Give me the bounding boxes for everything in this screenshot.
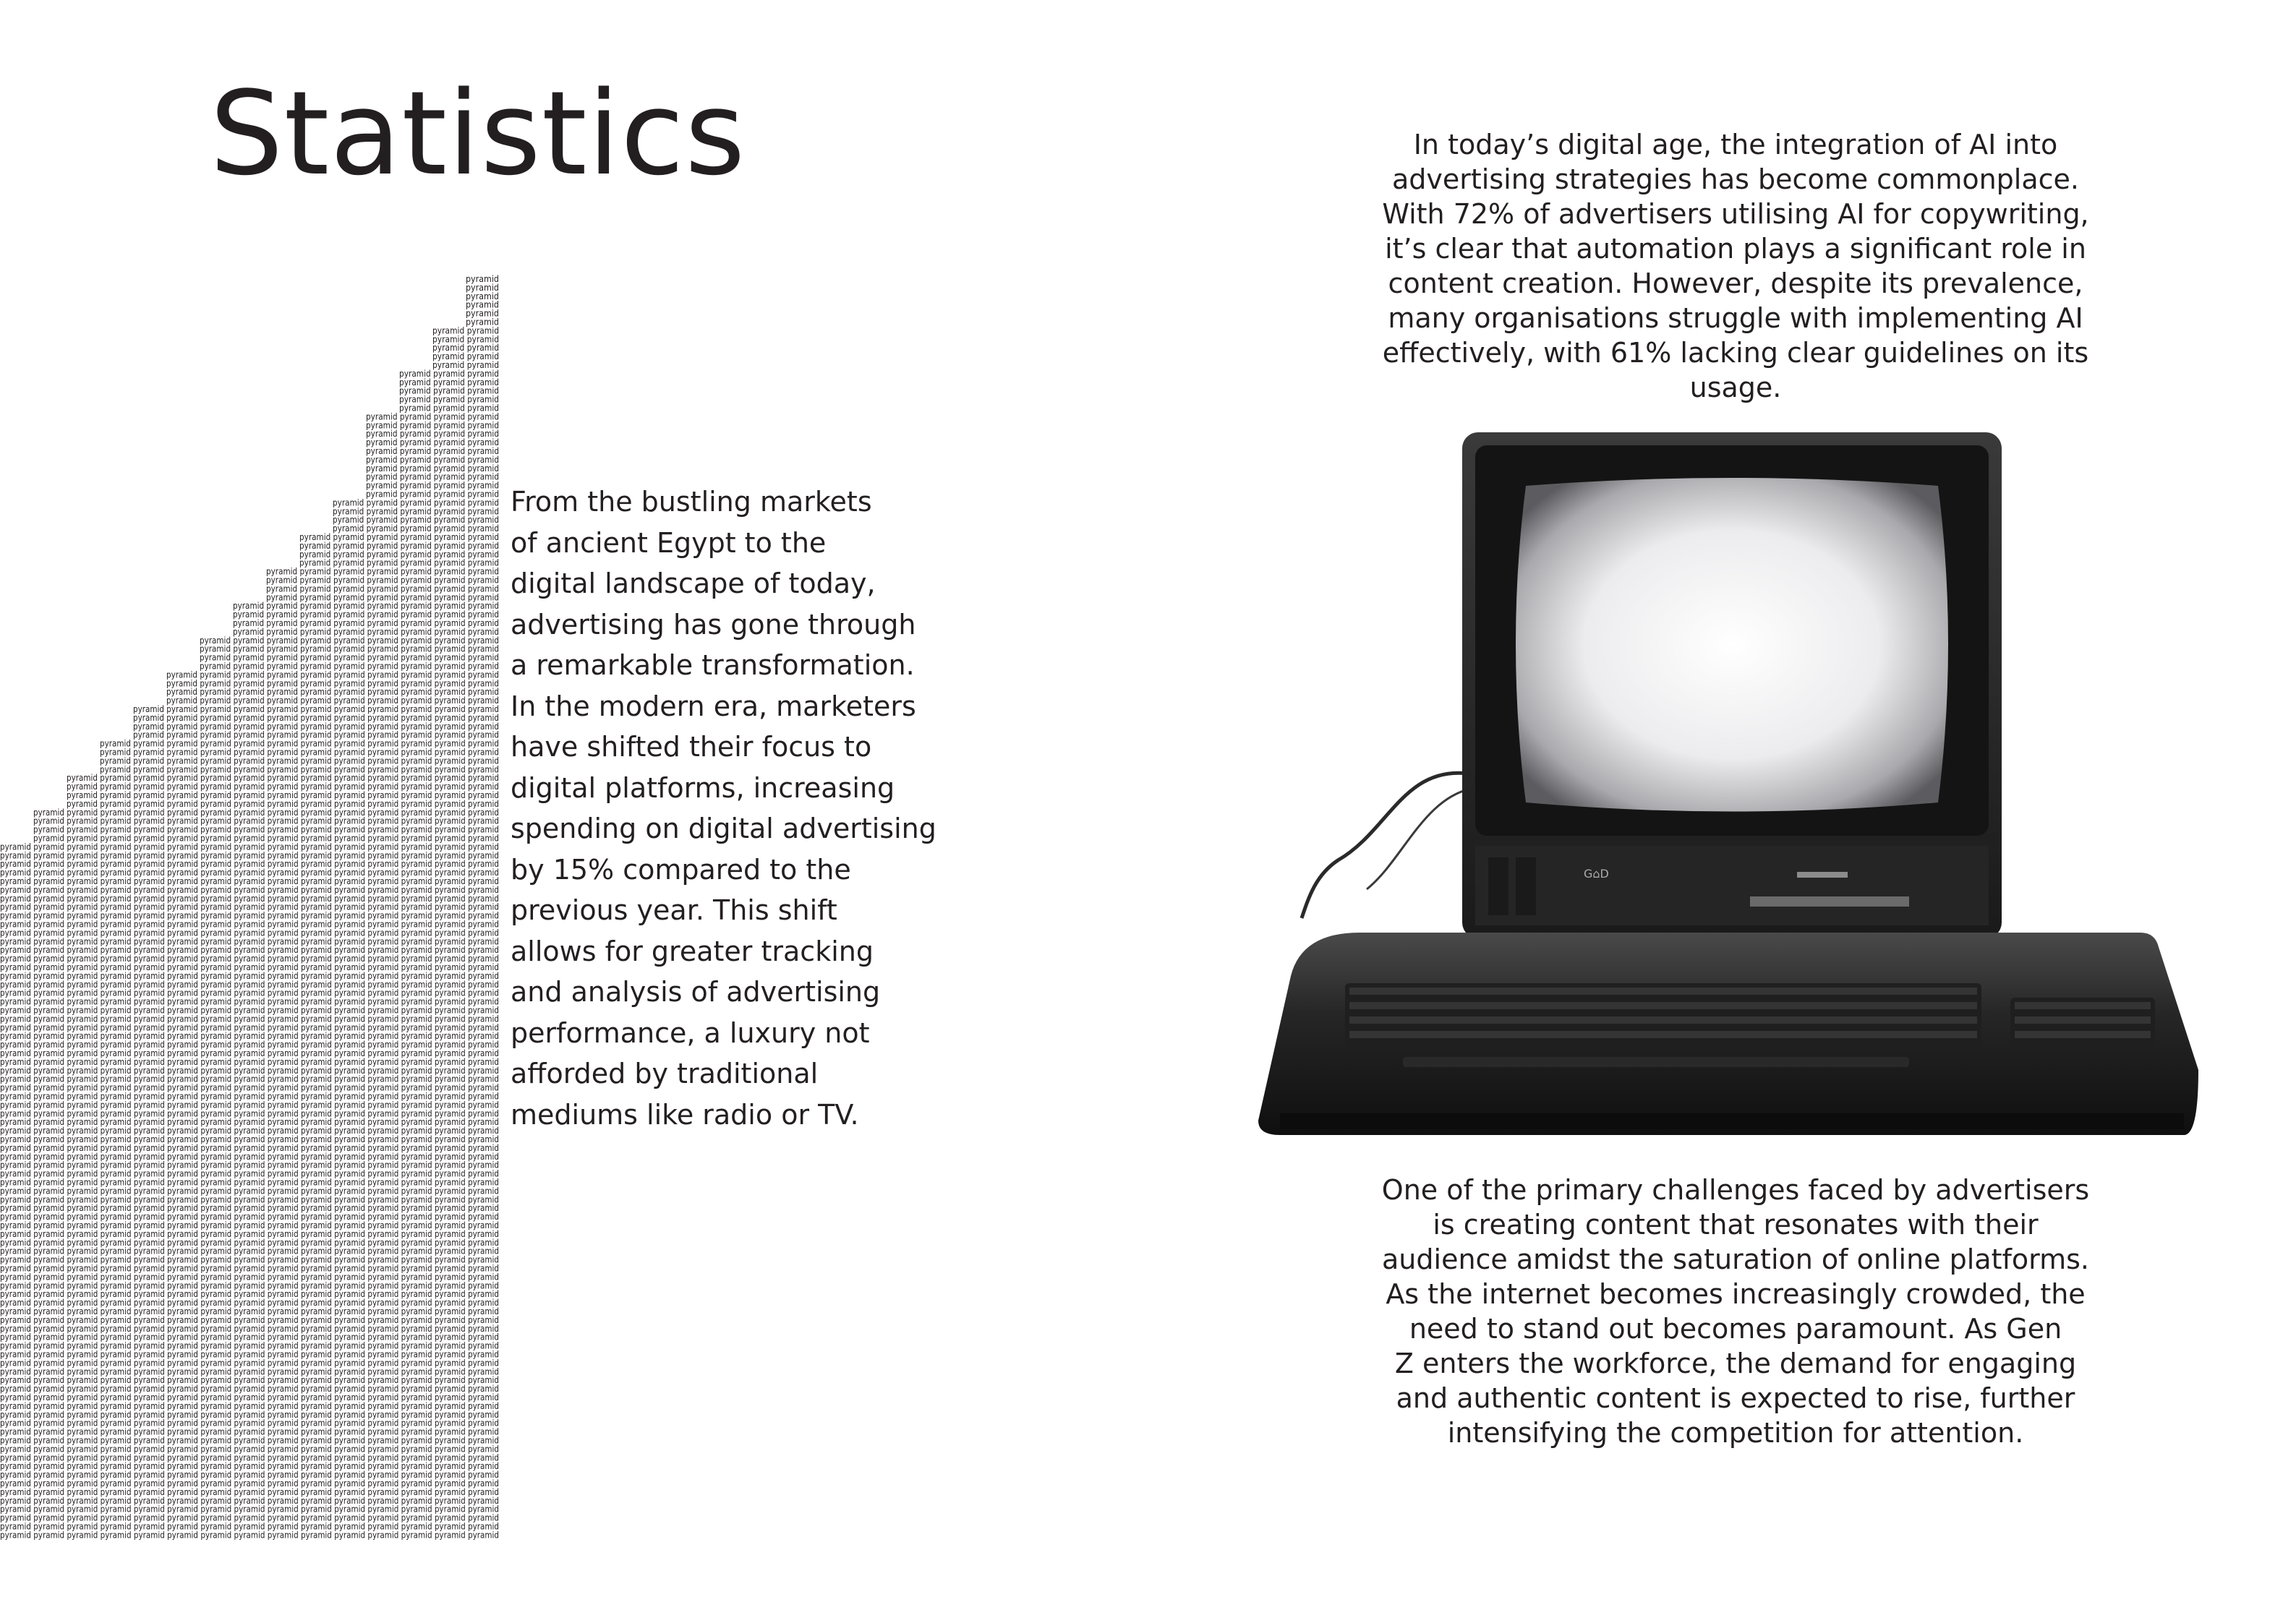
pyramid-word-row: pyramid pyramid pyramid pyramid pyramid pyramid pyramid [266, 575, 499, 586]
pyramid-word-row: pyramid pyramid pyramid pyramid pyramid pyramid pyramid pyramid pyramid pyramid pyramid pyramid pyramid pyramid pyramid [0, 1418, 499, 1429]
pyramid-word-row: pyramid [466, 282, 499, 293]
pyramid-word-row: pyramid pyramid pyramid pyramid pyramid pyramid pyramid [266, 592, 499, 603]
content-challenges-line: and authentic content is expected to rise, further [1396, 1382, 2075, 1414]
intro-line: In the modern era, marketers [511, 690, 916, 722]
pyramid-word-row: pyramid pyramid pyramid pyramid pyramid pyramid pyramid pyramid pyramid pyramid pyramid pyramid pyramid pyramid [33, 815, 499, 826]
content-challenges-line: Z enters the workforce, the demand for engaging [1394, 1348, 2077, 1379]
pyramid-word-row: pyramid pyramid pyramid pyramid pyramid pyramid pyramid pyramid pyramid pyramid pyramid pyramid pyramid pyramid pyramid [0, 1065, 499, 1076]
intro-line: digital landscape of today, [511, 568, 876, 599]
pyramid-word-row: pyramid pyramid pyramid pyramid pyramid pyramid pyramid pyramid pyramid pyramid pyramid pyramid pyramid pyramid pyramid [0, 1091, 499, 1102]
pyramid-word-row: pyramid pyramid pyramid pyramid pyramid pyramid pyramid pyramid pyramid [200, 652, 499, 663]
pyramid-word-row: pyramid pyramid pyramid pyramid pyramid pyramid pyramid pyramid pyramid pyramid [166, 678, 499, 689]
svg-text:G⌂D: G⌂D [1584, 867, 1609, 881]
pyramid-word-row: pyramid pyramid pyramid pyramid pyramid pyramid pyramid pyramid pyramid pyramid pyramid pyramid pyramid pyramid pyramid [0, 868, 499, 878]
pyramid-word-row: pyramid pyramid pyramid pyramid pyramid [333, 497, 499, 508]
content-challenges-line: intensifying the competition for attention. [1447, 1417, 2024, 1449]
intro-line: From the bustling markets [511, 486, 872, 518]
pyramid-word-row: pyramid pyramid pyramid pyramid pyramid pyramid pyramid pyramid pyramid pyramid pyramid pyramid pyramid pyramid pyramid [0, 962, 499, 972]
pyramid-word-row: pyramid pyramid pyramid pyramid pyramid pyramid pyramid pyramid pyramid pyramid pyramid pyramid pyramid pyramid pyramid [0, 1005, 499, 1016]
pyramid-word-row: pyramid pyramid pyramid pyramid pyramid pyramid pyramid pyramid pyramid pyramid pyramid pyramid pyramid pyramid pyramid [0, 1289, 499, 1300]
pyramid-word-row: pyramid pyramid pyramid pyramid pyramid pyramid [299, 540, 499, 551]
pyramid-word-row: pyramid pyramid pyramid pyramid pyramid pyramid pyramid pyramid pyramid pyramid pyramid pyramid pyramid pyramid [33, 833, 499, 844]
intro-line: a remarkable transformation. [511, 649, 915, 681]
pyramid-word-row: pyramid pyramid pyramid pyramid [366, 471, 499, 482]
intro-line: mediums like radio or TV. [511, 1098, 859, 1131]
ai-statistics-line: content creation. However, despite its prevalence, [1388, 267, 2083, 299]
intro-line: have shifted their focus to [511, 731, 872, 763]
content-challenges-line: As the internet becomes increasingly crowded, the [1386, 1278, 2086, 1310]
pyramid-word-row: pyramid pyramid pyramid pyramid pyramid pyramid pyramid pyramid pyramid pyramid pyramid pyramid pyramid pyramid pyramid [0, 850, 499, 861]
pyramid-word-row: pyramid pyramid pyramid pyramid pyramid pyramid pyramid pyramid pyramid pyramid pyramid pyramid pyramid pyramid pyramid [0, 1056, 499, 1067]
pyramid-word-row: pyramid pyramid pyramid pyramid pyramid pyramid pyramid pyramid pyramid pyramid pyramid pyramid pyramid pyramid pyramid [0, 910, 499, 921]
pyramid-word-row: pyramid pyramid pyramid pyramid pyramid pyramid pyramid pyramid pyramid pyramid pyramid pyramid pyramid pyramid pyramid [0, 1340, 499, 1351]
pyramid-word-row: pyramid pyramid [432, 360, 499, 370]
pyramid-word-row: pyramid pyramid pyramid pyramid pyramid pyramid pyramid pyramid pyramid pyramid pyramid pyramid pyramid pyramid pyramid [0, 884, 499, 895]
pyramid-word-row: pyramid pyramid pyramid pyramid [366, 429, 499, 440]
intro-paragraph [511, 481, 959, 1135]
pyramid-word-row: pyramid pyramid pyramid pyramid pyramid pyramid pyramid pyramid pyramid pyramid pyramid pyramid pyramid pyramid pyramid [0, 1031, 499, 1042]
pyramid-word-row: pyramid pyramid pyramid [399, 394, 499, 405]
pyramid-word-row: pyramid pyramid [432, 334, 499, 345]
intro-line: previous year. This shift [511, 894, 837, 926]
pyramid-word-row: pyramid pyramid pyramid pyramid pyramid pyramid pyramid pyramid pyramid pyramid pyramid pyramid pyramid pyramid pyramid [0, 1186, 499, 1196]
pyramid-word-row: pyramid pyramid pyramid pyramid pyramid pyramid pyramid pyramid pyramid pyramid pyramid pyramid pyramid pyramid pyramid [0, 1521, 499, 1532]
pyramid-word-row: pyramid pyramid pyramid pyramid pyramid pyramid pyramid pyramid pyramid [200, 635, 499, 646]
pyramid-word-row: pyramid pyramid pyramid pyramid pyramid pyramid pyramid pyramid pyramid pyramid pyramid pyramid pyramid pyramid pyramid [0, 1512, 499, 1523]
pyramid-word-row: pyramid pyramid pyramid pyramid pyramid pyramid pyramid pyramid [233, 626, 499, 637]
pyramid-word-row: pyramid pyramid pyramid pyramid [366, 446, 499, 456]
pyramid-word-row: pyramid pyramid pyramid pyramid pyramid pyramid pyramid pyramid pyramid pyramid pyramid pyramid pyramid pyramid pyramid [0, 1349, 499, 1360]
pyramid-word-row: pyramid pyramid pyramid pyramid pyramid pyramid pyramid pyramid pyramid pyramid pyramid pyramid pyramid [67, 798, 499, 809]
intro-line: spending on digital advertising [511, 813, 936, 844]
pyramid-word-row: pyramid pyramid pyramid pyramid pyramid pyramid pyramid pyramid pyramid pyramid pyramid pyramid pyramid pyramid pyramid [0, 1461, 499, 1472]
pyramid-word-row: pyramid pyramid pyramid pyramid pyramid pyramid pyramid pyramid pyramid pyramid pyramid pyramid pyramid pyramid [33, 807, 499, 818]
pyramid-word-row: pyramid [466, 274, 499, 284]
pyramid-word-row: pyramid pyramid pyramid pyramid [366, 437, 499, 448]
intro-line: performance, a luxury not [511, 1016, 870, 1049]
pyramid-word-row: pyramid pyramid pyramid pyramid pyramid pyramid pyramid pyramid pyramid pyramid [166, 669, 499, 680]
pyramid-word-row: pyramid pyramid pyramid pyramid pyramid pyramid pyramid pyramid pyramid pyramid pyramid pyramid pyramid pyramid pyramid [0, 1323, 499, 1334]
pyramid-word-row: pyramid pyramid pyramid pyramid pyramid pyramid pyramid pyramid pyramid pyramid pyramid pyramid pyramid pyramid pyramid [0, 842, 499, 852]
pyramid-word-row: pyramid pyramid pyramid pyramid pyramid pyramid pyramid pyramid pyramid pyramid pyramid pyramid pyramid pyramid pyramid [0, 1151, 499, 1162]
pyramid-word-row: pyramid pyramid pyramid [399, 377, 499, 387]
pyramid-word-row: pyramid pyramid pyramid pyramid pyramid pyramid pyramid pyramid pyramid pyramid pyramid pyramid pyramid pyramid pyramid [0, 1306, 499, 1316]
pyramid-word-row: pyramid pyramid pyramid pyramid pyramid pyramid [299, 549, 499, 560]
pyramid-word-row: pyramid pyramid pyramid pyramid pyramid pyramid pyramid pyramid pyramid pyramid pyramid pyramid pyramid pyramid pyramid [0, 1022, 499, 1033]
pyramid-word-row: pyramid pyramid pyramid pyramid pyramid pyramid pyramid pyramid [233, 609, 499, 620]
intro-line: allows for greater tracking [511, 935, 874, 967]
pyramid-word-row: pyramid pyramid [432, 325, 499, 336]
ai-statistics-line: usage. [1689, 372, 1782, 403]
pyramid-word-row: pyramid pyramid pyramid pyramid pyramid pyramid pyramid pyramid pyramid pyramid pyramid pyramid pyramid pyramid pyramid [0, 1048, 499, 1058]
pyramid-word-row: pyramid pyramid pyramid pyramid pyramid pyramid pyramid pyramid pyramid pyramid pyramid pyramid pyramid pyramid pyramid [0, 1486, 499, 1497]
pyramid-word-row: pyramid pyramid pyramid pyramid pyramid pyramid pyramid pyramid pyramid pyramid pyramid pyramid pyramid pyramid pyramid [0, 902, 499, 912]
pyramid-word-row: pyramid pyramid pyramid pyramid [366, 489, 499, 500]
pyramid-word-row: pyramid pyramid pyramid pyramid pyramid pyramid pyramid pyramid pyramid pyramid [166, 695, 499, 706]
pyramid-word-row: pyramid pyramid pyramid pyramid pyramid pyramid pyramid pyramid pyramid pyramid pyramid pyramid pyramid pyramid pyramid [0, 1212, 499, 1222]
pyramid-word-row: pyramid pyramid pyramid pyramid pyramid pyramid pyramid pyramid pyramid pyramid pyramid pyramid pyramid pyramid pyramid [0, 859, 499, 870]
intro-line: advertising has gone through [511, 608, 916, 641]
pyramid-word-row: pyramid pyramid pyramid [399, 403, 499, 414]
ai-statistics-line: advertising strategies has become commonplace. [1392, 163, 2079, 195]
pyramid-word-row: pyramid pyramid pyramid pyramid pyramid pyramid pyramid pyramid pyramid pyramid pyramid pyramid pyramid pyramid pyramid [0, 1082, 499, 1093]
pyramid-word-row: pyramid pyramid pyramid pyramid pyramid pyramid pyramid pyramid pyramid pyramid pyramid pyramid pyramid pyramid pyramid [0, 1435, 499, 1446]
pyramid-word-row: pyramid pyramid pyramid pyramid pyramid pyramid [299, 532, 499, 542]
pyramid-word-row: pyramid pyramid pyramid pyramid pyramid pyramid pyramid pyramid pyramid pyramid pyramid pyramid pyramid pyramid pyramid [0, 1384, 499, 1395]
pyramid-word-row: pyramid pyramid pyramid pyramid pyramid pyramid pyramid pyramid pyramid [200, 643, 499, 654]
pyramid-word-row: pyramid pyramid pyramid pyramid pyramid pyramid pyramid pyramid pyramid pyramid pyramid pyramid pyramid pyramid pyramid [0, 1504, 499, 1515]
pyramid-word-row: pyramid pyramid pyramid pyramid pyramid pyramid pyramid pyramid pyramid pyramid pyramid pyramid [100, 764, 499, 775]
pyramid-word-row: pyramid pyramid pyramid pyramid pyramid pyramid pyramid pyramid pyramid pyramid pyramid pyramid pyramid pyramid pyramid [0, 1444, 499, 1455]
pyramid-word-row: pyramid pyramid pyramid pyramid pyramid pyramid pyramid pyramid pyramid pyramid pyramid pyramid pyramid pyramid pyramid [0, 876, 499, 886]
pyramid-word-row: pyramid pyramid pyramid pyramid pyramid pyramid pyramid pyramid pyramid pyramid pyramid pyramid pyramid pyramid pyramid [0, 1280, 499, 1291]
pyramid-word-row: pyramid pyramid pyramid pyramid pyramid pyramid pyramid pyramid pyramid pyramid pyramid pyramid pyramid pyramid pyramid [0, 1263, 499, 1274]
ai-statistics-paragraph [1338, 127, 2133, 405]
pyramid-word-row: pyramid pyramid pyramid pyramid pyramid pyramid pyramid pyramid pyramid pyramid pyramid pyramid pyramid pyramid pyramid [0, 1358, 499, 1369]
pyramid-word-row: pyramid pyramid pyramid pyramid pyramid [333, 515, 499, 526]
pyramid-word-row: pyramid pyramid pyramid pyramid pyramid pyramid pyramid pyramid pyramid pyramid pyramid pyramid pyramid pyramid pyramid [0, 1314, 499, 1325]
pyramid-word-row: pyramid pyramid pyramid pyramid pyramid pyramid pyramid pyramid pyramid pyramid pyramid pyramid pyramid pyramid pyramid [0, 1272, 499, 1282]
pyramid-word-row: pyramid pyramid pyramid pyramid pyramid pyramid pyramid pyramid pyramid pyramid pyramid pyramid pyramid pyramid pyramid [0, 1298, 499, 1309]
intro-line: afforded by traditional [511, 1058, 819, 1089]
pyramid-word-row: pyramid pyramid pyramid pyramid pyramid pyramid pyramid pyramid pyramid pyramid pyramid [133, 704, 499, 714]
pyramid-word-row: pyramid pyramid pyramid pyramid pyramid pyramid pyramid pyramid pyramid pyramid pyramid pyramid pyramid pyramid pyramid [0, 1126, 499, 1136]
pyramid-word-row: pyramid pyramid pyramid pyramid pyramid pyramid pyramid pyramid pyramid pyramid pyramid pyramid pyramid pyramid pyramid [0, 1228, 499, 1239]
pyramid-word-row: pyramid pyramid pyramid pyramid pyramid pyramid pyramid pyramid pyramid pyramid pyramid pyramid pyramid pyramid pyramid [0, 1246, 499, 1256]
pyramid-word-row: pyramid pyramid pyramid pyramid pyramid pyramid pyramid pyramid pyramid pyramid pyramid pyramid pyramid pyramid pyramid [0, 945, 499, 956]
pyramid-word-row: pyramid pyramid pyramid [399, 385, 499, 396]
pyramid-word-row: pyramid pyramid pyramid pyramid [366, 420, 499, 431]
pyramid-word-row: pyramid pyramid pyramid pyramid pyramid pyramid pyramid pyramid pyramid pyramid pyramid pyramid pyramid pyramid pyramid [0, 1375, 499, 1386]
pyramid-word-row: pyramid pyramid pyramid pyramid pyramid pyramid pyramid pyramid pyramid pyramid pyramid pyramid pyramid pyramid pyramid [0, 996, 499, 1007]
pyramid-word-row: pyramid pyramid pyramid pyramid pyramid pyramid pyramid pyramid pyramid pyramid pyramid pyramid pyramid [67, 773, 499, 784]
pyramid-word-row: pyramid pyramid pyramid pyramid pyramid pyramid pyramid pyramid pyramid pyramid pyramid pyramid pyramid pyramid pyramid [0, 928, 499, 938]
pyramid-word-row: pyramid pyramid pyramid pyramid pyramid pyramid pyramid pyramid pyramid pyramid pyramid pyramid pyramid pyramid pyramid [0, 954, 499, 964]
pyramid-word-row: pyramid pyramid pyramid pyramid pyramid pyramid pyramid pyramid pyramid pyramid pyramid pyramid pyramid pyramid pyramid [0, 1100, 499, 1110]
pyramid-word-row: pyramid [466, 299, 499, 310]
pyramid-word-row: pyramid pyramid pyramid pyramid pyramid pyramid pyramid pyramid pyramid pyramid pyramid pyramid pyramid pyramid pyramid [0, 1495, 499, 1506]
pyramid-word-row: pyramid pyramid pyramid pyramid pyramid pyramid pyramid pyramid pyramid pyramid pyramid pyramid pyramid pyramid pyramid [0, 1332, 499, 1342]
pyramid-word-row: pyramid pyramid pyramid pyramid pyramid pyramid pyramid pyramid pyramid pyramid [166, 687, 499, 698]
content-challenges-line: is creating content that resonates with their [1433, 1209, 2039, 1241]
pyramid-word-row: pyramid pyramid pyramid pyramid pyramid pyramid pyramid pyramid pyramid pyramid pyramid pyramid pyramid pyramid pyramid [0, 1160, 499, 1170]
pyramid-word-row: pyramid pyramid pyramid pyramid pyramid pyramid pyramid pyramid [233, 601, 499, 612]
ai-statistics-line: many organisations struggle with implementing AI [1388, 302, 2083, 334]
pyramid-word-row: pyramid pyramid pyramid pyramid pyramid pyramid pyramid pyramid pyramid pyramid pyramid pyramid pyramid pyramid pyramid [0, 1040, 499, 1050]
pyramid-word-row: pyramid pyramid pyramid pyramid pyramid pyramid pyramid pyramid pyramid pyramid pyramid pyramid pyramid pyramid pyramid [0, 1452, 499, 1463]
pyramid-word-row: pyramid pyramid pyramid pyramid pyramid pyramid pyramid pyramid pyramid pyramid pyramid pyramid pyramid [67, 790, 499, 800]
pyramid-word-row: pyramid pyramid pyramid pyramid pyramid pyramid [299, 557, 499, 568]
content-challenges-line: audience amidst the saturation of online platforms. [1382, 1243, 2089, 1275]
pyramid-word-row: pyramid pyramid pyramid pyramid pyramid pyramid pyramid pyramid pyramid pyramid pyramid pyramid pyramid pyramid pyramid [0, 1470, 499, 1481]
ai-statistics-line: In today’s digital age, the integration of AI into [1413, 129, 2058, 160]
pyramid-word-row: pyramid pyramid pyramid pyramid pyramid pyramid pyramid pyramid pyramid pyramid pyramid pyramid pyramid pyramid pyramid [0, 1409, 499, 1420]
pyramid-word-row: pyramid pyramid pyramid pyramid pyramid pyramid pyramid pyramid pyramid pyramid pyramid pyramid pyramid pyramid pyramid [0, 1254, 499, 1265]
pyramid-word-row: pyramid pyramid pyramid pyramid pyramid pyramid pyramid pyramid [233, 618, 499, 628]
pyramid-word-row: pyramid pyramid pyramid pyramid pyramid pyramid pyramid [266, 566, 499, 577]
ai-statistics-line: it’s clear that automation plays a significant role in [1385, 233, 2086, 265]
pyramid-word-row: pyramid pyramid pyramid pyramid [366, 463, 499, 474]
pyramid-word-row: pyramid pyramid pyramid pyramid pyramid [333, 506, 499, 517]
pyramid-word-row: pyramid pyramid pyramid pyramid pyramid pyramid pyramid pyramid pyramid pyramid pyramid pyramid pyramid pyramid pyramid [0, 1117, 499, 1128]
pyramid-word-row: pyramid pyramid pyramid pyramid pyramid pyramid pyramid pyramid pyramid pyramid pyramid pyramid pyramid [67, 781, 499, 792]
page-title: Statistics [210, 66, 746, 201]
pyramid-word-row: pyramid pyramid pyramid pyramid pyramid pyramid pyramid pyramid pyramid pyramid pyramid pyramid pyramid pyramid pyramid [0, 988, 499, 998]
pyramid-word-row: pyramid pyramid pyramid [399, 368, 499, 379]
intro-line: of ancient Egypt to the [511, 526, 827, 559]
pyramid-word-row: pyramid pyramid pyramid pyramid pyramid pyramid pyramid pyramid pyramid pyramid pyramid pyramid pyramid pyramid pyramid [0, 979, 499, 990]
pyramid-word-row: pyramid pyramid pyramid pyramid [366, 411, 499, 422]
ai-statistics-line: effectively, with 61% lacking clear guidelines on its [1382, 337, 2089, 369]
pyramid-word-row: pyramid [466, 317, 499, 327]
pyramid-word-row: pyramid pyramid pyramid pyramid pyramid pyramid pyramid pyramid pyramid pyramid pyramid pyramid pyramid pyramid pyramid [0, 1142, 499, 1153]
pyramid-word-row: pyramid pyramid pyramid pyramid pyramid pyramid pyramid pyramid pyramid pyramid pyramid pyramid pyramid pyramid pyramid [0, 1203, 499, 1214]
pyramid-word-row: pyramid pyramid pyramid pyramid pyramid pyramid pyramid pyramid pyramid pyramid pyramid pyramid pyramid pyramid pyramid [0, 1177, 499, 1188]
pyramid-word-row: pyramid pyramid pyramid pyramid pyramid pyramid pyramid pyramid pyramid [200, 661, 499, 672]
pyramid-word-row: pyramid pyramid pyramid pyramid pyramid pyramid pyramid pyramid pyramid pyramid pyramid pyramid pyramid pyramid pyramid [0, 1392, 499, 1403]
pyramid-word-row: pyramid pyramid pyramid pyramid pyramid pyramid pyramid pyramid pyramid pyramid pyramid pyramid pyramid pyramid pyramid [0, 1426, 499, 1437]
pyramid-word-row: pyramid pyramid pyramid pyramid pyramid pyramid pyramid pyramid pyramid pyramid pyramid pyramid pyramid pyramid [33, 824, 499, 835]
pyramid-word-row: pyramid pyramid pyramid pyramid pyramid pyramid pyramid pyramid pyramid pyramid pyramid pyramid pyramid pyramid pyramid [0, 893, 499, 904]
pyramid-word-row: pyramid pyramid pyramid pyramid pyramid pyramid pyramid pyramid pyramid pyramid pyramid pyramid pyramid pyramid pyramid [0, 1108, 499, 1119]
intro-line: digital platforms, increasing [511, 771, 895, 804]
pyramid-word-row: pyramid pyramid pyramid pyramid pyramid pyramid pyramid pyramid pyramid pyramid pyramid pyramid pyramid pyramid pyramid [0, 1400, 499, 1411]
pyramid-word-row: pyramid pyramid pyramid pyramid pyramid [333, 523, 499, 534]
pyramid-word-art [0, 0, 506, 1623]
ai-statistics-line: With 72% of advertisers utilising AI for copywriting, [1382, 198, 2089, 230]
pyramid-word-row: pyramid pyramid pyramid pyramid [366, 480, 499, 491]
pyramid-word-row: pyramid pyramid pyramid pyramid pyramid pyramid pyramid [266, 583, 499, 594]
pyramid-word-row: pyramid pyramid pyramid pyramid pyramid pyramid pyramid pyramid pyramid pyramid pyramid pyramid pyramid pyramid pyramid [0, 1194, 499, 1205]
pyramid-word-row: pyramid pyramid pyramid pyramid pyramid pyramid pyramid pyramid pyramid pyramid pyramid pyramid [100, 755, 499, 766]
pyramid-word-row: pyramid pyramid pyramid pyramid pyramid pyramid pyramid pyramid pyramid pyramid pyramid pyramid pyramid pyramid pyramid [0, 1074, 499, 1084]
pyramid-word-row: pyramid [466, 308, 499, 319]
content-challenges-line: One of the primary challenges faced by advertisers [1381, 1174, 2090, 1206]
pyramid-word-row: pyramid pyramid [432, 343, 499, 354]
content-challenges-paragraph [1338, 1173, 2133, 1450]
pyramid-word-row: pyramid pyramid pyramid pyramid pyramid pyramid pyramid pyramid pyramid pyramid pyramid [133, 729, 499, 740]
intro-line: and analysis of advertising [511, 976, 881, 1008]
pyramid-word-row: pyramid pyramid pyramid pyramid pyramid pyramid pyramid pyramid pyramid pyramid pyramid pyramid pyramid pyramid pyramid [0, 1168, 499, 1179]
pyramid-word-row: pyramid pyramid pyramid pyramid pyramid pyramid pyramid pyramid pyramid pyramid pyramid [133, 712, 499, 723]
pyramid-word-row: pyramid pyramid pyramid pyramid pyramid pyramid pyramid pyramid pyramid pyramid pyramid pyramid pyramid pyramid pyramid [0, 1134, 499, 1144]
pyramid-word-row: pyramid pyramid pyramid pyramid pyramid pyramid pyramid pyramid pyramid pyramid pyramid pyramid pyramid pyramid pyramid [0, 1237, 499, 1248]
pyramid-word-row: pyramid pyramid pyramid pyramid pyramid pyramid pyramid pyramid pyramid pyramid pyramid pyramid [100, 738, 499, 749]
pyramid-word-row: pyramid pyramid pyramid pyramid pyramid pyramid pyramid pyramid pyramid pyramid pyramid pyramid pyramid pyramid pyramid [0, 970, 499, 981]
pyramid-word-row: pyramid pyramid pyramid pyramid pyramid pyramid pyramid pyramid pyramid pyramid pyramid pyramid pyramid pyramid pyramid [0, 919, 499, 930]
intro-line: by 15% compared to the [511, 853, 851, 886]
pyramid-word-row: pyramid pyramid pyramid pyramid pyramid pyramid pyramid pyramid pyramid pyramid pyramid [133, 721, 499, 732]
pyramid-word-row: pyramid pyramid pyramid pyramid pyramid pyramid pyramid pyramid pyramid pyramid pyramid pyramid pyramid pyramid pyramid [0, 1478, 499, 1489]
retro-computer-icon [1258, 427, 2198, 1135]
pyramid-word-row: pyramid pyramid pyramid pyramid pyramid pyramid pyramid pyramid pyramid pyramid pyramid pyramid pyramid pyramid pyramid [0, 1220, 499, 1230]
pyramid-word-row: pyramid pyramid [432, 351, 499, 362]
pyramid-word-row: pyramid pyramid pyramid pyramid pyramid pyramid pyramid pyramid pyramid pyramid pyramid pyramid pyramid pyramid pyramid [0, 936, 499, 947]
pyramid-word-row: pyramid [466, 291, 499, 301]
pyramid-word-row: pyramid pyramid pyramid pyramid pyramid pyramid pyramid pyramid pyramid pyramid pyramid pyramid pyramid pyramid pyramid [0, 1014, 499, 1024]
pyramid-word-row: pyramid pyramid pyramid pyramid pyramid pyramid pyramid pyramid pyramid pyramid pyramid pyramid [100, 747, 499, 758]
pyramid-word-row: pyramid pyramid pyramid pyramid pyramid pyramid pyramid pyramid pyramid pyramid pyramid pyramid pyramid pyramid pyramid [0, 1366, 499, 1377]
pyramid-word-row: pyramid pyramid pyramid pyramid [366, 454, 499, 465]
pyramid-word-row: pyramid pyramid pyramid pyramid pyramid pyramid pyramid pyramid pyramid pyramid pyramid pyramid pyramid pyramid pyramid [0, 1530, 499, 1541]
content-challenges-line: need to stand out becomes paramount. As Gen [1409, 1313, 2062, 1345]
